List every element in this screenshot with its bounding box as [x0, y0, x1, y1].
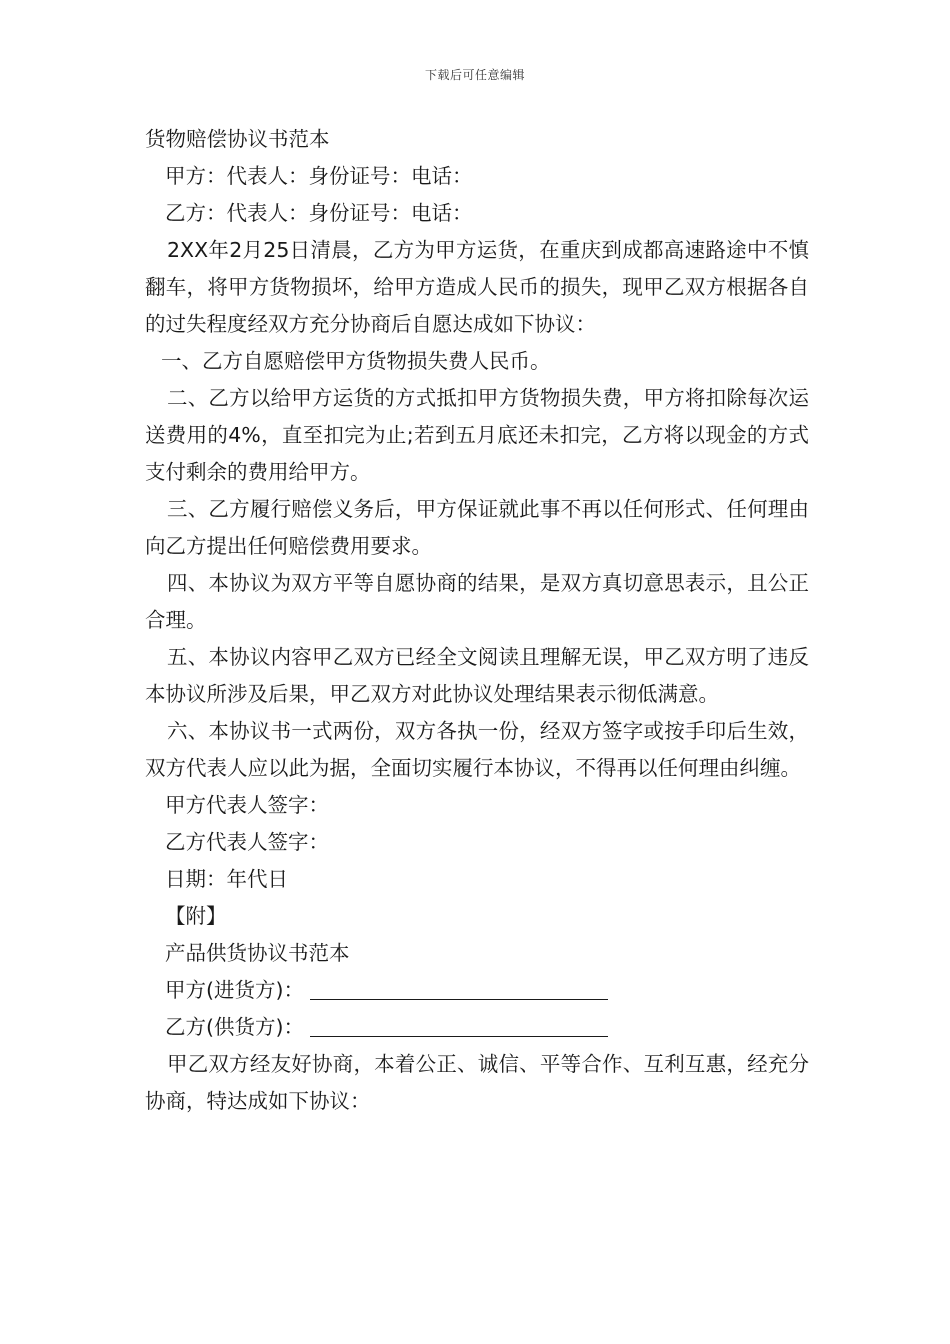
clause-1: 一、乙方自愿赔偿甲方货物损失费人民币。 — [161, 349, 551, 373]
document-title: 货物赔偿协议书范本 — [145, 127, 330, 151]
buyer-line — [145, 972, 809, 1009]
buyer-label: 甲方(进货方)： — [165, 978, 304, 1002]
clause-4: 四、本协议为双方平等自愿协商的结果，是双方真切意思表示，且公正合理。 — [145, 571, 809, 632]
clause-6: 六、本协议书一式两份，双方各执一份，经双方签字或按手印后生效，双方代表人应以此为据，全面切实履行本协议，不得再以任何理由纠缠。 — [145, 719, 809, 780]
appendix-heading: 【附】 — [165, 904, 227, 928]
seller-blank-field — [310, 1012, 608, 1037]
party-a-line: 甲方：代表人：身份证号：电话： — [165, 164, 473, 188]
seller-line — [145, 1009, 809, 1046]
intro-paragraph: 2XX年2月25日清晨，乙方为甲方运货，在重庆到成都高速路途中不慎翻车，将甲方货物损坏，给甲方造成人民币的损失，现甲乙双方根据各自的过失程度经双方充分协商后自愿达成如下协议： — [145, 238, 809, 336]
clause-2: 二、乙方以给甲方运货的方式抵扣甲方货物损失费，甲方将扣除每次运送费用的4%，直至扣完为止;若到五月底还未扣完，乙方将以现金的方式支付剩余的费用给甲方。 — [145, 386, 809, 484]
signature-b: 乙方代表人签字： — [165, 830, 329, 854]
buyer-blank-field — [310, 975, 608, 1000]
clause-5: 五、本协议内容甲乙双方已经全文阅读且理解无误，甲乙双方明了违反本协议所涉及后果，甲乙双方对此协议处理结果表示彻低满意。 — [145, 645, 809, 706]
appendix-intro-paragraph: 甲乙双方经友好协商，本着公正、诚信、平等合作、互利互惠，经充分协商，特达成如下协议： — [145, 1052, 809, 1113]
page-header-note: 下载后可任意编辑 — [424, 68, 525, 82]
signature-a: 甲方代表人签字： — [165, 793, 329, 817]
appendix-title: 产品供货协议书范本 — [165, 941, 350, 965]
date-line: 日期：年代日 — [165, 867, 288, 891]
document-body — [145, 121, 809, 1120]
party-b-line: 乙方：代表人：身份证号：电话： — [165, 201, 473, 225]
seller-label: 乙方(供货方)： — [165, 1015, 304, 1039]
clause-3: 三、乙方履行赔偿义务后，甲方保证就此事不再以任何形式、任何理由向乙方提出任何赔偿费用要求。 — [145, 497, 809, 558]
